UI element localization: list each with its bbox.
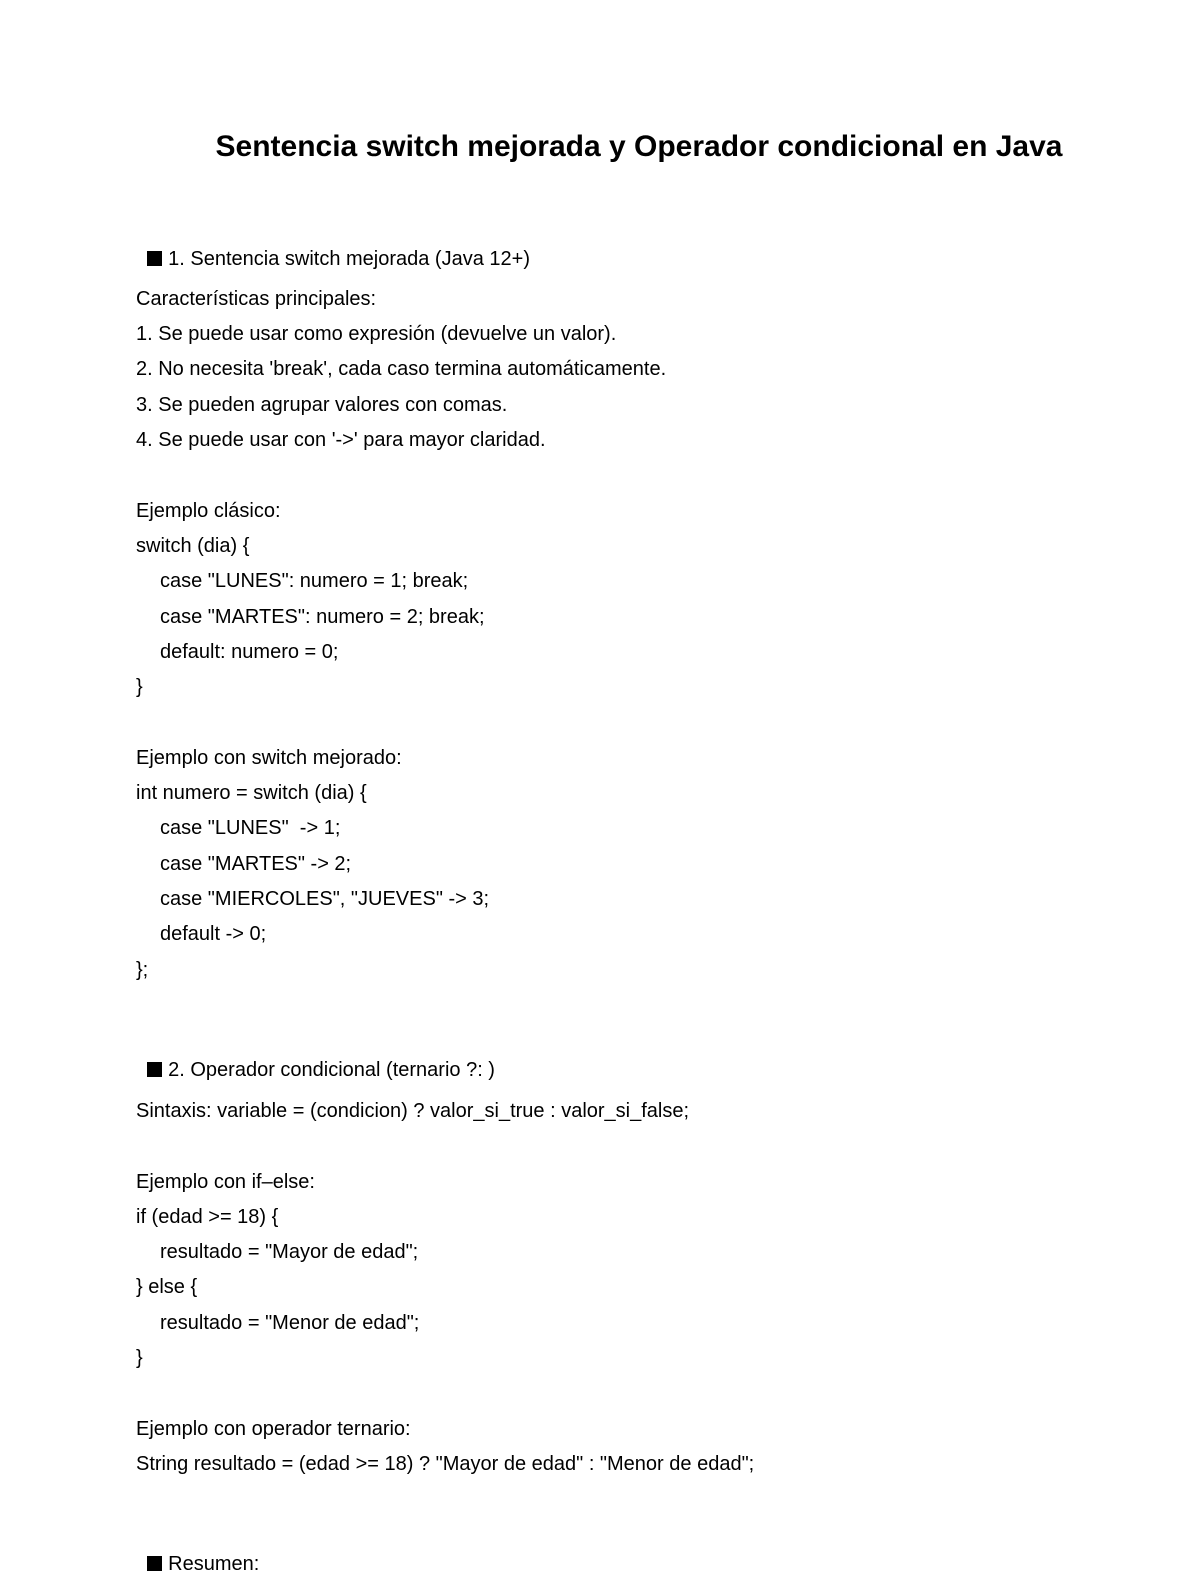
section2-heading xyxy=(136,1025,495,1081)
improved-example-label: Ejemplo con switch mejorado: xyxy=(136,747,402,769)
code-line: case "MIERCOLES", "JUEVES" -> 3; xyxy=(160,888,490,910)
code-line: } else { xyxy=(136,1276,198,1298)
code-line: switch (dia) { xyxy=(136,535,250,557)
section1-heading xyxy=(136,214,530,270)
ternary-example-label: Ejemplo con operador ternario: xyxy=(136,1418,411,1440)
feature-item: 2. No necesita 'break', cada caso termina automáticamente. xyxy=(136,358,667,380)
syntax-line: Sintaxis: variable = (condicion) ? valor_si_true : valor_si_false; xyxy=(136,1100,690,1122)
feature-item: 4. Se puede usar con '->' para mayor claridad. xyxy=(136,429,546,451)
section2-heading-text: 2. Operador condicional (ternario ?: ) xyxy=(168,1059,495,1081)
code-line: case "LUNES": numero = 1; break; xyxy=(160,570,469,592)
code-line: if (edad >= 18) { xyxy=(136,1206,279,1228)
section1-heading-text: 1. Sentencia switch mejorada (Java 12+) xyxy=(168,248,530,270)
code-line: int numero = switch (dia) { xyxy=(136,782,367,804)
square-bullet-icon xyxy=(147,1556,162,1571)
code-line: case "LUNES" -> 1; xyxy=(160,817,341,839)
feature-item: 1. Se puede usar como expresión (devuelve un valor). xyxy=(136,323,617,345)
feature-item: 3. Se pueden agrupar valores con comas. xyxy=(136,394,508,416)
summary-heading-text: Resumen: xyxy=(168,1553,260,1575)
code-line: } xyxy=(136,676,143,698)
features-label: Características principales: xyxy=(136,288,377,310)
page-title: Sentencia switch mejorada y Operador condicional en Java xyxy=(215,130,1063,163)
code-line: } xyxy=(136,1347,143,1369)
code-line: case "MARTES" -> 2; xyxy=(160,853,352,875)
summary-heading xyxy=(136,1519,260,1575)
code-line: resultado = "Menor de edad"; xyxy=(160,1312,420,1334)
classic-example-label: Ejemplo clásico: xyxy=(136,500,281,522)
code-line: }; xyxy=(136,959,149,981)
code-line: String resultado = (edad >= 18) ? "Mayor de edad" : "Menor de edad"; xyxy=(136,1453,755,1475)
square-bullet-icon xyxy=(147,1062,162,1077)
code-line: case "MARTES": numero = 2; break; xyxy=(160,606,485,628)
ifelse-example-label: Ejemplo con if–else: xyxy=(136,1171,315,1193)
code-line: default -> 0; xyxy=(160,923,267,945)
code-line: resultado = "Mayor de edad"; xyxy=(160,1241,419,1263)
square-bullet-icon xyxy=(147,251,162,266)
code-line: default: numero = 0; xyxy=(160,641,339,663)
